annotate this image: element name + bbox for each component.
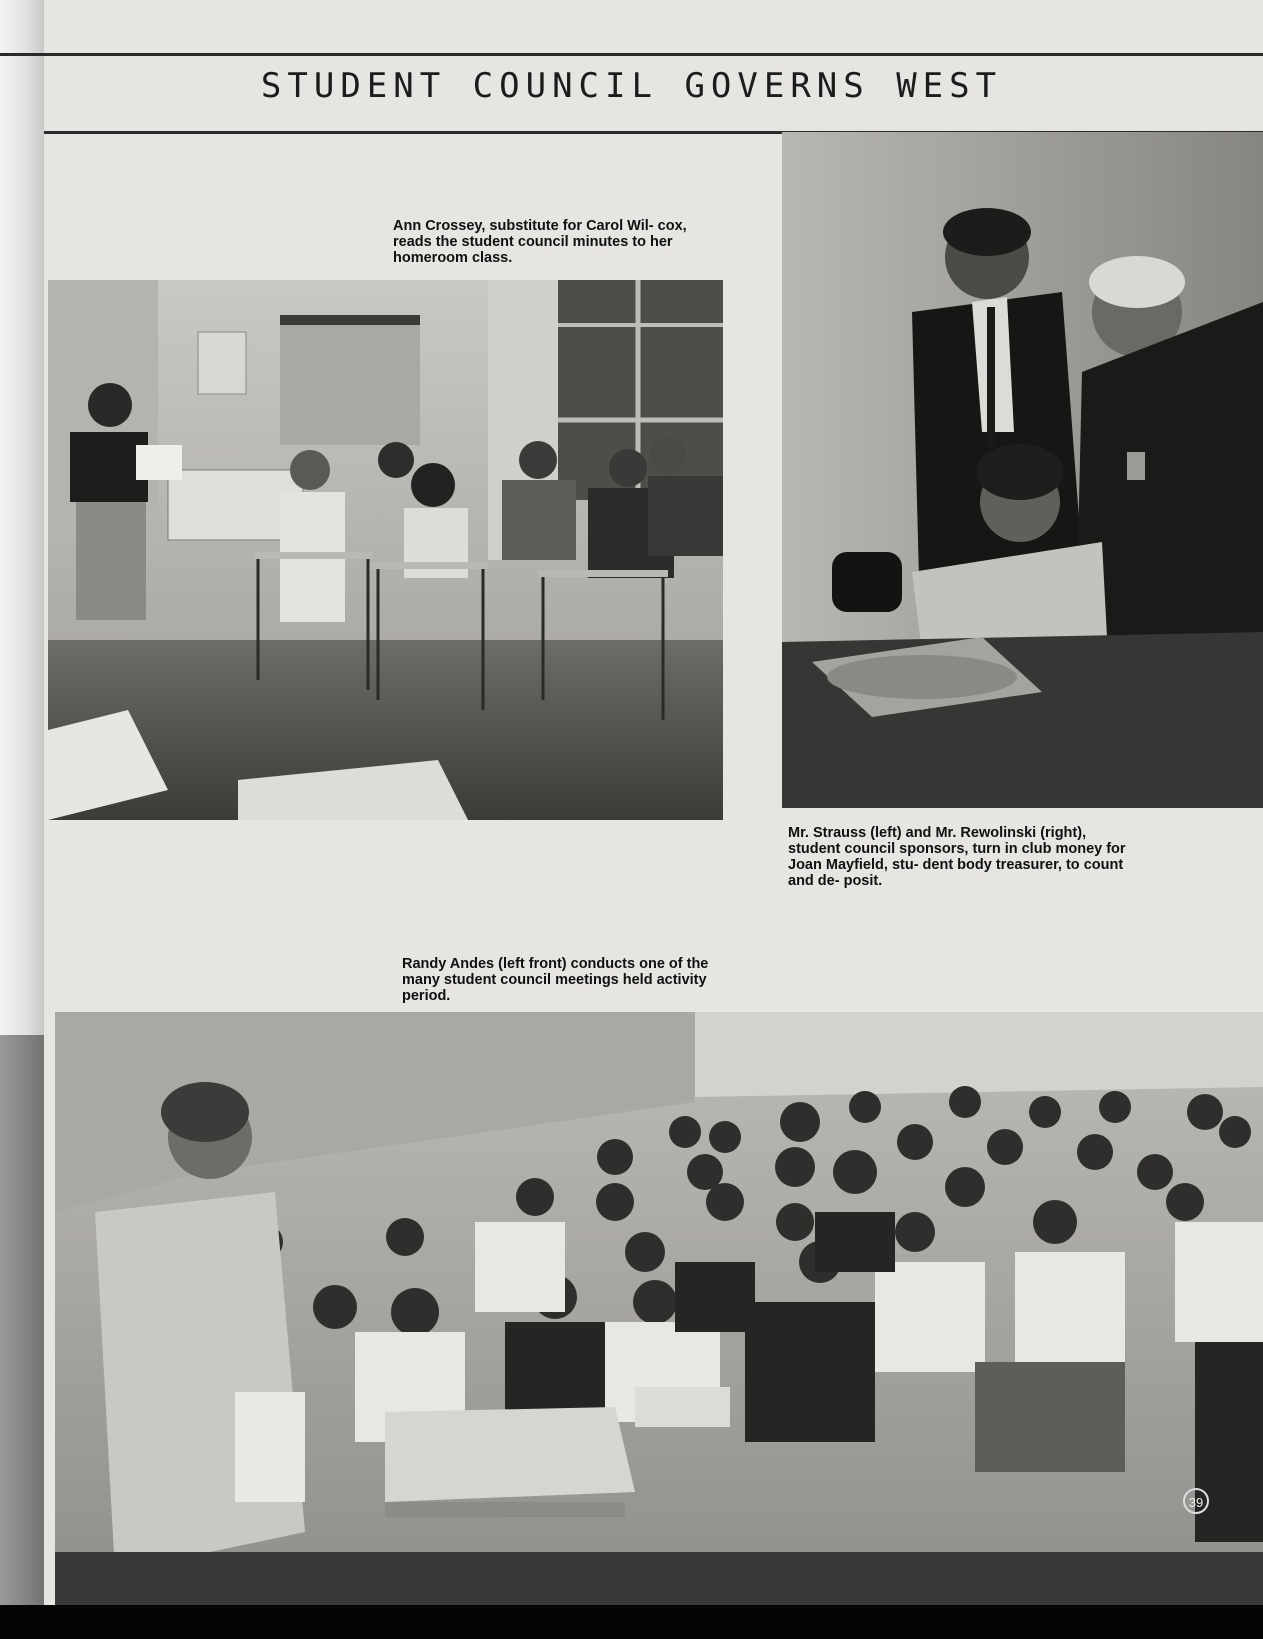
- page-title: STUDENT COUNCIL GOVERNS WEST: [260, 66, 1003, 106]
- caption-randy-andes: Randy Andes (left front) conducts one of the many student council meetings held activity period.: [402, 956, 709, 1004]
- top-rule: [0, 53, 1263, 56]
- caption-strauss-rewolinski: Mr. Strauss (left) and Mr. Rewolinski (right), student council sponsors, turn in club money for Joan Mayfield, stu- dent body treasurer, to count and de- posit.: [788, 825, 1126, 889]
- photo-money-counting: [782, 132, 1263, 808]
- binding-shadow: [0, 1035, 50, 1605]
- caption-ann-crossey: Ann Crossey, substitute for Carol Wil- cox, reads the student council minutes to her homeroom class.: [393, 218, 687, 266]
- photo-homeroom-class: [48, 280, 723, 820]
- scan-bottom-edge: [0, 1605, 1263, 1639]
- page-number: 39: [1183, 1488, 1209, 1514]
- photo-council-meeting: [55, 1012, 1263, 1605]
